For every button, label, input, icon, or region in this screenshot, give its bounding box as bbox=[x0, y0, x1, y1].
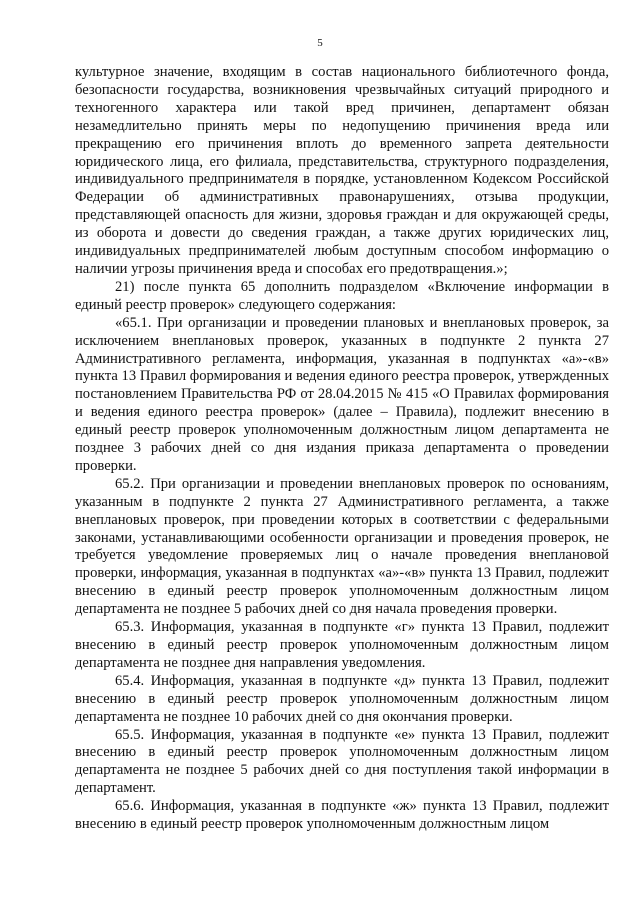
paragraph-65-2: 65.2. При организации и проведении внеплановых проверок по основаниям, указанным в подпункте 2 пункта 27 Административного регламента, а также внеплановых проверок, при проведении которых в соответствии с федеральными законами, устанавливающими особенности организации и проведения проверок, не требуется уведомление проверяемых лиц о начале проведения внеплановой проверки, информация, указанная в подпунктах «а»-«в» пункта 13 Правил, подлежит внесению в единый реестр проверок уполномоченным должностным лицом департамента не позднее 5 рабочих дней со дня начала проведения проверки. bbox=[75, 475, 609, 618]
page-number: 5 bbox=[317, 37, 323, 49]
paragraph-65-6: 65.6. Информация, указанная в подпункте «ж» пункта 13 Правил, подлежит внесению в единый реестр проверок уполномоченным должностным лицом bbox=[75, 798, 609, 833]
paragraph-65-4: 65.4. Информация, указанная в подпункте «д» пункта 13 Правил, подлежит внесению в единый реестр проверок уполномоченным должностным лицом департамента не позднее 10 рабочих дней со дня окончания проверки. bbox=[75, 672, 609, 725]
paragraph-65-1: «65.1. При организации и проведении плановых и внеплановых проверок, за исключением внеплановых проверок, указанных в подпункте 2 пункта 27 Административного регламента, информация, указанная в подпунктах «а»-«в» пункта 13 Правил формирования и ведения единого реестра проверок, утвержденных постановлением Правительства РФ от 28.04.2015 № 415 «О Правилах формирования и ведения единого реестра проверок» (далее – Правила), подлежит внесению в единый реестр проверок уполномоченным должностным лицом департамента не позднее 3 рабочих дней со дня издания приказа департамента о проведении проверки. bbox=[75, 314, 609, 474]
paragraph-65-5: 65.5. Информация, указанная в подпункте «е» пункта 13 Правил, подлежит внесению в единый реестр проверок уполномоченным должностным лицом департамента не позднее 5 рабочих дней со дня поступления такой информации в департамент. bbox=[75, 726, 609, 797]
document-body bbox=[75, 64, 609, 834]
paragraph-continuation: культурное значение, входящим в состав национального библиотечного фонда, безопасности государства, возникновения чрезвычайных ситуаций природного и техногенного характера или такой вред причинен, департамент обязан незамедлительно принять меры по недопущению причинения вреда или прекращению его причинения вплоть до временного запрета деятельности юридического лица, его филиала, представительства, структурного подразделения, индивидуального предпринимателя в порядке, установленном Кодексом Российской Федерации об административных правонарушениях, отзыва продукции, представляющей опасность для жизни, здоровья граждан и для окружающей среды, из оборота и довести до сведения граждан, а также других юридических лиц, индивидуальных предпринимателей любым доступным способом информацию о наличии угрозы причинения вреда и способах его предотвращения.»; bbox=[75, 64, 609, 277]
paragraph-65-3: 65.3. Информация, указанная в подпункте «г» пункта 13 Правил, подлежит внесению в единый реестр проверок уполномоченным должностным лицом департамента не позднее дня направления уведомления. bbox=[75, 619, 609, 671]
paragraph-item-21: 21) после пункта 65 дополнить подразделом «Включение информации в единый реестр проверок» следующего содержания: bbox=[75, 278, 609, 313]
